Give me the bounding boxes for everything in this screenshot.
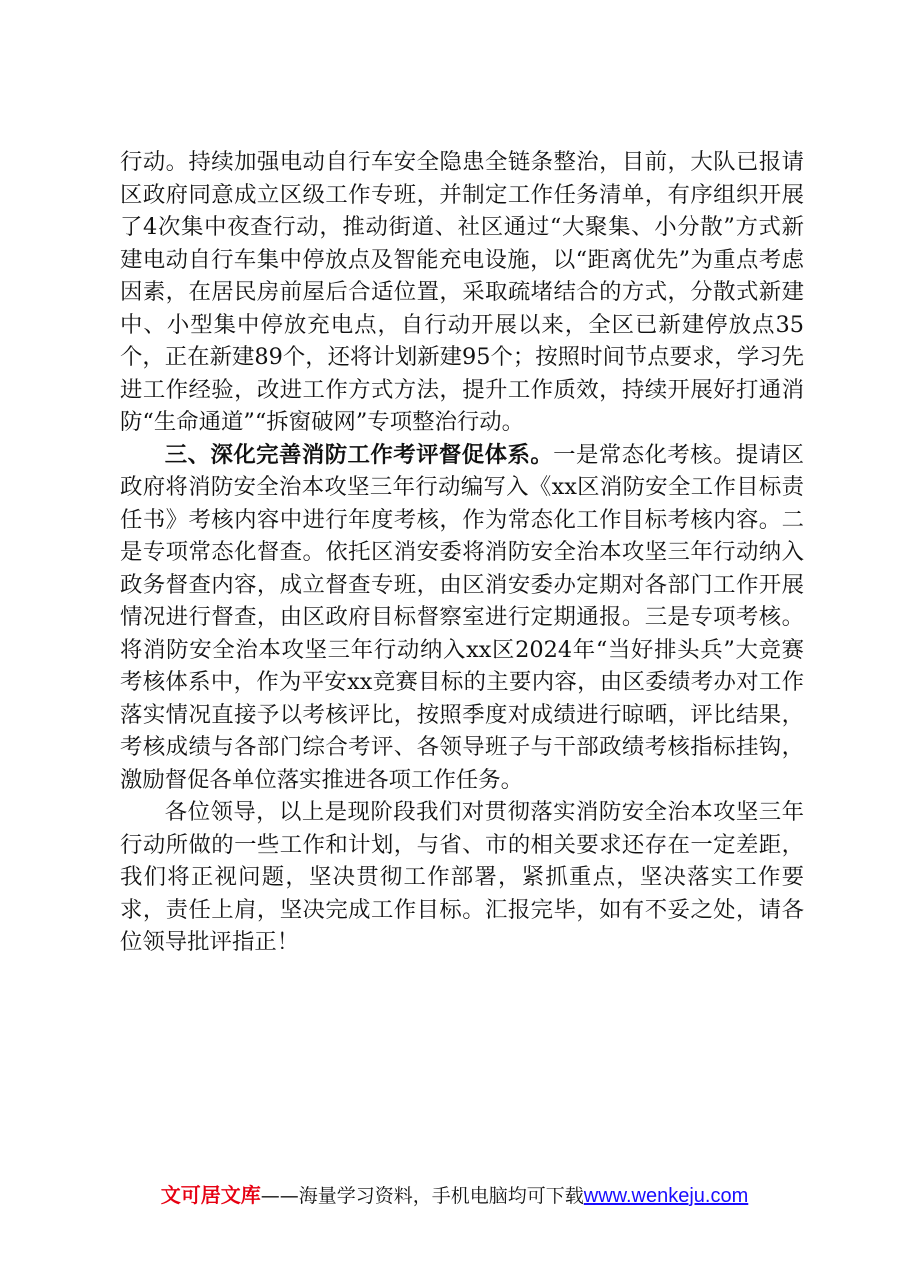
paragraph-1: 行动。持续加强电动自行车安全隐患全链条整治，目前，大队已报请区政府同意成立区级工作专班，并制定工作任务清单，有序组织开展了4次集中夜查行动，推动街道、社区通过“大聚集、小分散”方式新建电动自行车集中停放点及智能充电设施，以“距离优先”为重点考虑因素，在居民房前屋后合适位置，采取疏堵结合的方式，分散式新建中、小型集中停放充电点，自行动开展以来，全区已新建停放点35个，正在新建89个，还将计划新建95个；按照时间节点要求，学习先进工作经验，改进工作方式方法，提升工作质效，持续开展好打通消防“生命通道”“拆窗破网”专项整治行动。 bbox=[120, 149, 804, 435]
paragraph-2 bbox=[120, 439, 804, 797]
document-body bbox=[120, 146, 804, 959]
section-heading: 三、深化完善消防工作考评督促体系。 bbox=[164, 441, 554, 468]
footer-site-link[interactable]: www.wenkeju.com bbox=[583, 1185, 749, 1207]
footer-brand: 文可居文库 bbox=[160, 1183, 261, 1207]
section-body: 一是常态化考核。提请区政府将消防安全治本攻坚三年行动编写入《xx区消防安全工作目标责任书》考核内容中进行年度考核，作为常态化工作目标考核内容。二是专项常态化督查。依托区消安委将消防安全治本攻坚三年行动纳入政务督查内容，成立督查专班，由区消安委办定期对各部门工作开展情况进行督查，由区政府目标督察室进行定期通报。三是专项考核。将消防安全治本攻坚三年行动纳入xx区2024年“当好排头兵”大竞赛考核体系中，作为平安xx竞赛目标的主要内容，由区委绩考办对工作落实情况直接予以考核评比，按照季度对成绩进行晾晒，评比结果，考核成绩与各部门综合考评、各领导班子与干部政绩考核指标挂钩，激励督促各单位落实推进各项工作任务。 bbox=[120, 441, 805, 793]
footer-tagline: ——海量学习资料，手机电脑均可下载 bbox=[260, 1185, 584, 1207]
paragraph-3: 各位领导，以上是现阶段我们对贯彻落实消防安全治本攻坚三年行动所做的一些工作和计划，与省、市的相关要求还存在一定差距，我们将正视问题，坚决贯彻工作部署，紧抓重点，坚决落实工作要求，责任上肩，坚决完成工作目标。汇报完毕，如有不妥之处，请各位领导批评指正！ bbox=[120, 799, 804, 955]
footer-banner bbox=[0, 1180, 909, 1211]
